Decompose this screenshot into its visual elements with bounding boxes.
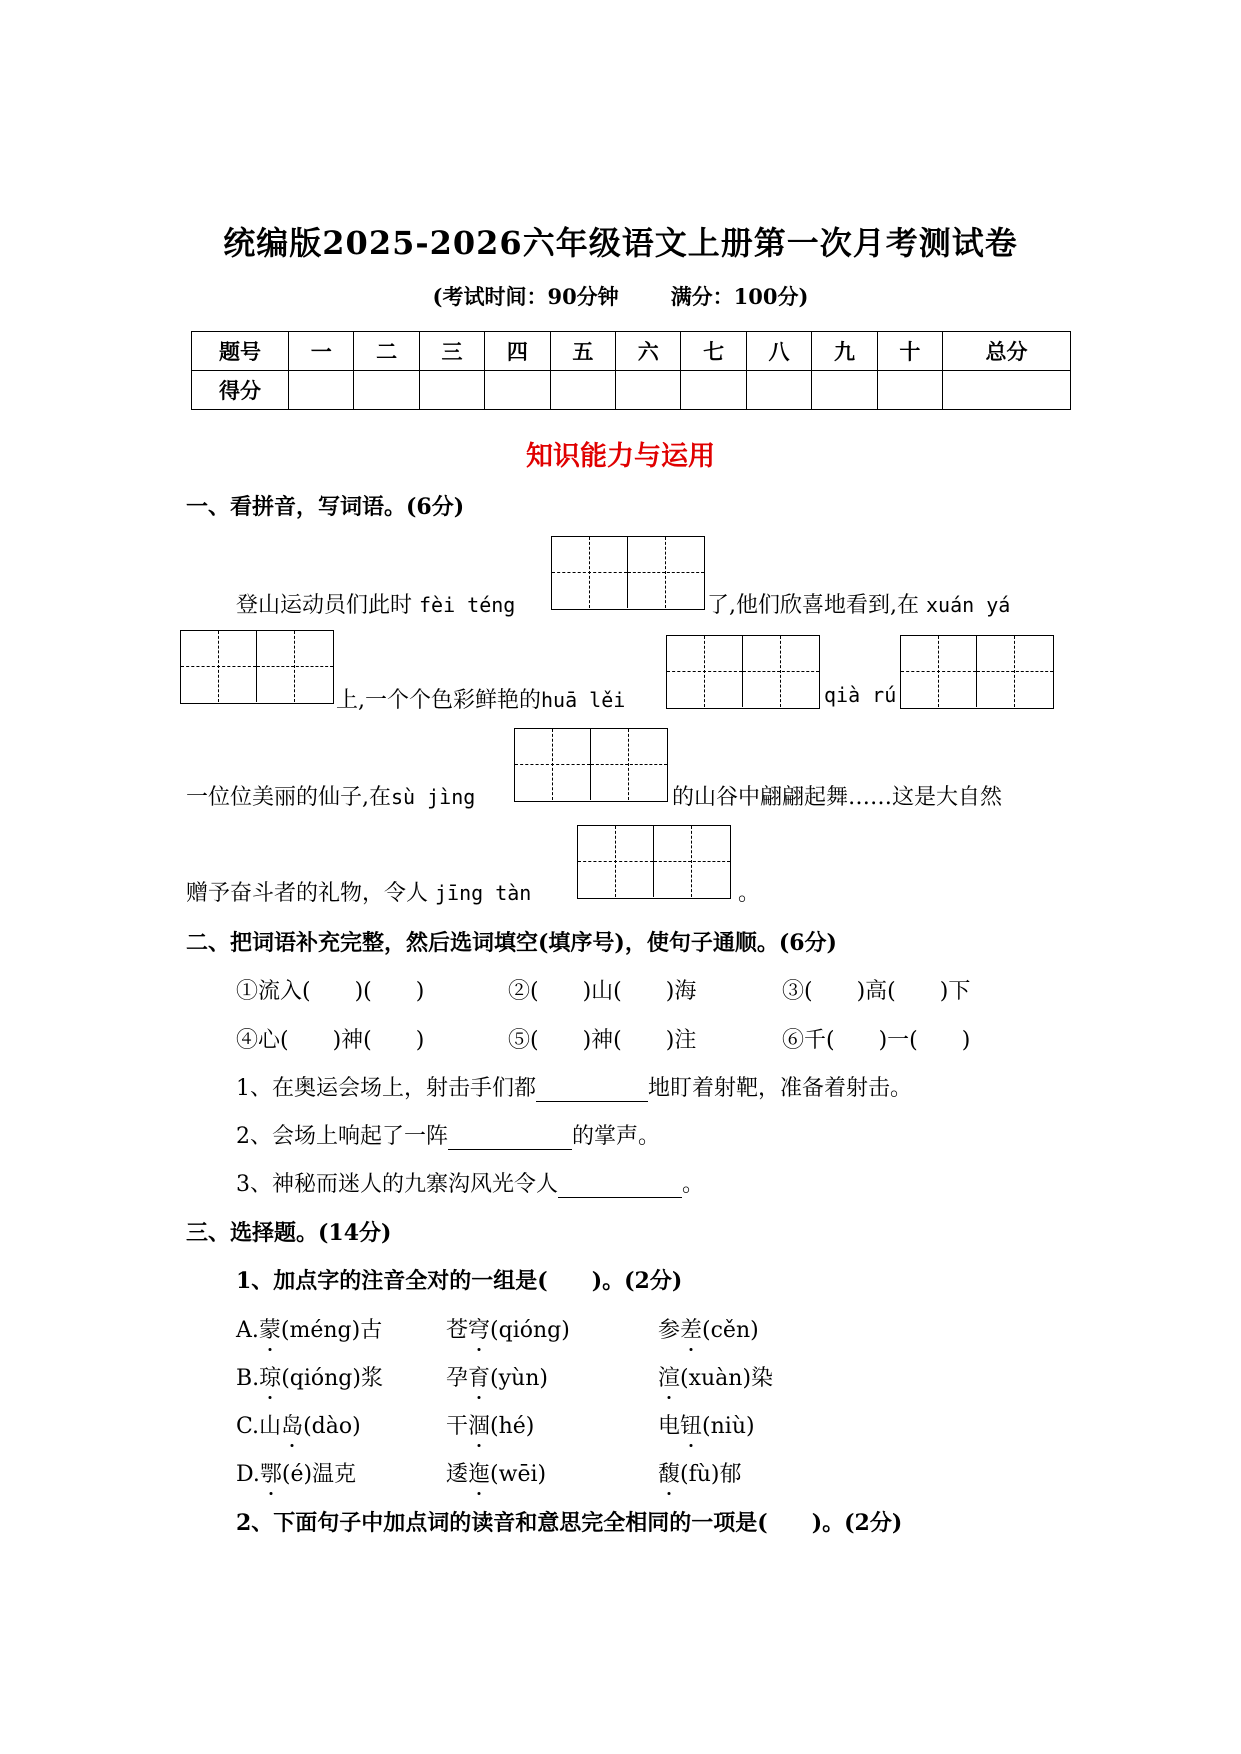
q1-text: 登山运动员们此时 <box>236 593 413 618</box>
score-cell: 九 <box>812 332 877 371</box>
word-text: 干 <box>446 1414 469 1439</box>
writing-grid[interactable] <box>900 635 1054 709</box>
dotted-char: 涸 <box>468 1414 491 1439</box>
q2-option: ②( )山( )海 <box>508 979 697 1004</box>
score-blank[interactable] <box>943 371 1071 410</box>
score-table <box>191 331 1071 410</box>
dotted-char: 岛 <box>281 1414 304 1439</box>
dotted-char: 蒙 <box>258 1318 281 1343</box>
score-blank[interactable] <box>419 371 484 410</box>
pinyin: jīng tàn <box>435 881 532 905</box>
score-blank[interactable] <box>812 371 877 410</box>
score-cell: 八 <box>746 332 811 371</box>
word-text: 参 <box>658 1318 681 1343</box>
q1-heading: 一、看拼音，写词语。(6分) <box>186 494 465 520</box>
word-text: (dào) <box>303 1414 361 1439</box>
word-text: (wēi) <box>490 1462 547 1487</box>
section-title: 知识能力与运用 <box>526 441 715 472</box>
choice-row-c <box>236 1409 361 1440</box>
q1-text: 上,一个个色彩鲜艳的 <box>336 688 541 713</box>
writing-grid[interactable] <box>180 630 334 704</box>
choice-row-a <box>236 1313 382 1344</box>
score-blank[interactable] <box>616 371 681 410</box>
choice-row-c-2 <box>446 1409 534 1440</box>
score-cell: 二 <box>354 332 419 371</box>
q2-option: ④心( )神( ) <box>236 1028 425 1053</box>
pinyin: qià rú <box>824 683 897 707</box>
dotted-char: 渲 <box>658 1366 681 1391</box>
q1-line1-text-b <box>707 588 1010 619</box>
option-letter: A. <box>236 1318 259 1343</box>
word-text: (cěn) <box>702 1318 759 1343</box>
score-table-header-row <box>192 332 1071 371</box>
q2-text: 3、神秘而迷人的九寨沟风光令人 <box>236 1172 558 1197</box>
score-cell: 得分 <box>192 371 289 410</box>
word-text: (qióng)浆 <box>281 1366 383 1391</box>
exam-subtitle <box>0 281 1241 311</box>
q2-option: ③( )高( )下 <box>782 979 971 1004</box>
word-text: 苍 <box>446 1318 469 1343</box>
option-letter: D. <box>236 1462 260 1487</box>
q1-line2-pinyin <box>824 683 896 708</box>
dotted-char: 穹 <box>468 1318 491 1343</box>
choice-row-d-2 <box>446 1457 546 1488</box>
q3-sub1: 1、加点字的注音全对的一组是( )。(2分) <box>236 1268 683 1294</box>
word-text: 孕 <box>446 1366 469 1391</box>
q1-line3-text <box>186 780 475 811</box>
choice-row-b <box>236 1361 383 1392</box>
writing-grid[interactable] <box>666 635 820 709</box>
pinyin: huā lěi <box>541 688 626 712</box>
dotted-char: 迤 <box>468 1462 491 1487</box>
option-letter: C. <box>236 1414 260 1439</box>
score-cell: 三 <box>419 332 484 371</box>
q2-option: ①流入( )( ) <box>236 979 425 1004</box>
answer-blank[interactable] <box>536 1076 648 1102</box>
choice-row-d-3 <box>658 1457 742 1488</box>
q1-line2-text <box>336 683 625 714</box>
dotted-char: 钮 <box>680 1414 703 1439</box>
score-blank[interactable] <box>746 371 811 410</box>
choice-row-b-2 <box>446 1361 548 1392</box>
choice-row-d <box>236 1457 356 1488</box>
dotted-char: 差 <box>680 1318 703 1343</box>
score-cell: 一 <box>289 332 354 371</box>
word-text: (xuàn)染 <box>680 1366 774 1391</box>
score-cell: 七 <box>681 332 746 371</box>
q3-sub2: 2、下面句子中加点词的读音和意思完全相同的一项是( )。(2分) <box>236 1510 903 1536</box>
pinyin: fèi téng <box>419 593 516 617</box>
pinyin: xuán yá <box>926 593 1011 617</box>
score-blank[interactable] <box>550 371 615 410</box>
writing-grid[interactable] <box>577 825 731 899</box>
q2-text: 地盯着射靶，准备着射击。 <box>648 1076 913 1101</box>
choice-row-a-2 <box>446 1313 570 1344</box>
word-text: 电 <box>658 1414 681 1439</box>
q3-heading: 三、选择题。(14分) <box>186 1220 392 1246</box>
exam-title: 统编版2025-2026六年级语文上册第一次月考测试卷 <box>223 224 1018 262</box>
q2-option: ⑤( )神( )注 <box>508 1028 697 1053</box>
q2-text: 。 <box>682 1172 705 1197</box>
word-text: (yùn) <box>490 1366 548 1391</box>
choice-row-c-3 <box>658 1409 755 1440</box>
exam-time: (考试时间：90分钟 <box>432 284 619 309</box>
word-text: (qióng) <box>490 1318 570 1343</box>
word-text: 逶 <box>446 1462 469 1487</box>
word-text: (méng)古 <box>280 1318 383 1343</box>
word-text: (é)温克 <box>281 1462 357 1487</box>
dotted-char: 育 <box>468 1366 491 1391</box>
score-cell: 四 <box>485 332 550 371</box>
score-blank[interactable] <box>485 371 550 410</box>
dotted-char: 鄂 <box>259 1462 282 1487</box>
q1-line3-text-b: 的山谷中翩翩起舞……这是大自然 <box>672 785 1003 810</box>
word-text: 山 <box>259 1414 282 1439</box>
q1-text: 赠予奋斗者的礼物，令人 <box>186 881 429 906</box>
score-cell: 题号 <box>192 332 289 371</box>
answer-blank[interactable] <box>448 1124 572 1150</box>
pinyin: sù jìng <box>391 785 476 809</box>
q2-option: ⑥千( )一( ) <box>782 1028 971 1053</box>
choice-row-b-3 <box>658 1361 773 1392</box>
q1-text: 一位位美丽的仙子,在 <box>186 785 391 810</box>
word-text: (niù) <box>702 1414 755 1439</box>
q2-sentence-3 <box>236 1167 704 1198</box>
q1-line1-text <box>236 588 515 619</box>
q2-text: 1、在奥运会场上，射击手们都 <box>236 1076 536 1101</box>
score-blank[interactable] <box>289 371 354 410</box>
score-cell: 十 <box>877 332 942 371</box>
score-cell: 六 <box>616 332 681 371</box>
q1-line4-end: 。 <box>738 881 761 906</box>
writing-grid[interactable] <box>551 536 705 610</box>
q2-text: 2、会场上响起了一阵 <box>236 1124 448 1149</box>
dotted-char: 琼 <box>259 1366 282 1391</box>
score-blank[interactable] <box>354 371 419 410</box>
word-text: (fù)郁 <box>680 1462 742 1487</box>
q2-sentence-2 <box>236 1119 660 1150</box>
exam-full-score: 满分：100分) <box>670 284 809 309</box>
score-cell: 总分 <box>943 332 1071 371</box>
word-text: (hé) <box>490 1414 535 1439</box>
dotted-char: 馥 <box>658 1462 681 1487</box>
writing-grid[interactable] <box>514 728 668 802</box>
q2-sentence-1 <box>236 1071 912 1102</box>
q1-line4-text <box>186 876 531 907</box>
score-cell: 五 <box>550 332 615 371</box>
score-blank[interactable] <box>877 371 942 410</box>
q1-text: 了,他们欣喜地看到,在 <box>707 593 919 618</box>
q2-text: 的掌声。 <box>572 1124 661 1149</box>
q2-heading: 二、把词语补充完整，然后选词填空(填序号)，使句子通顺。(6分) <box>186 930 837 956</box>
option-letter: B. <box>236 1366 260 1391</box>
choice-row-a-3 <box>658 1313 759 1344</box>
score-table-score-row <box>192 371 1071 410</box>
score-blank[interactable] <box>681 371 746 410</box>
answer-blank[interactable] <box>558 1172 682 1198</box>
